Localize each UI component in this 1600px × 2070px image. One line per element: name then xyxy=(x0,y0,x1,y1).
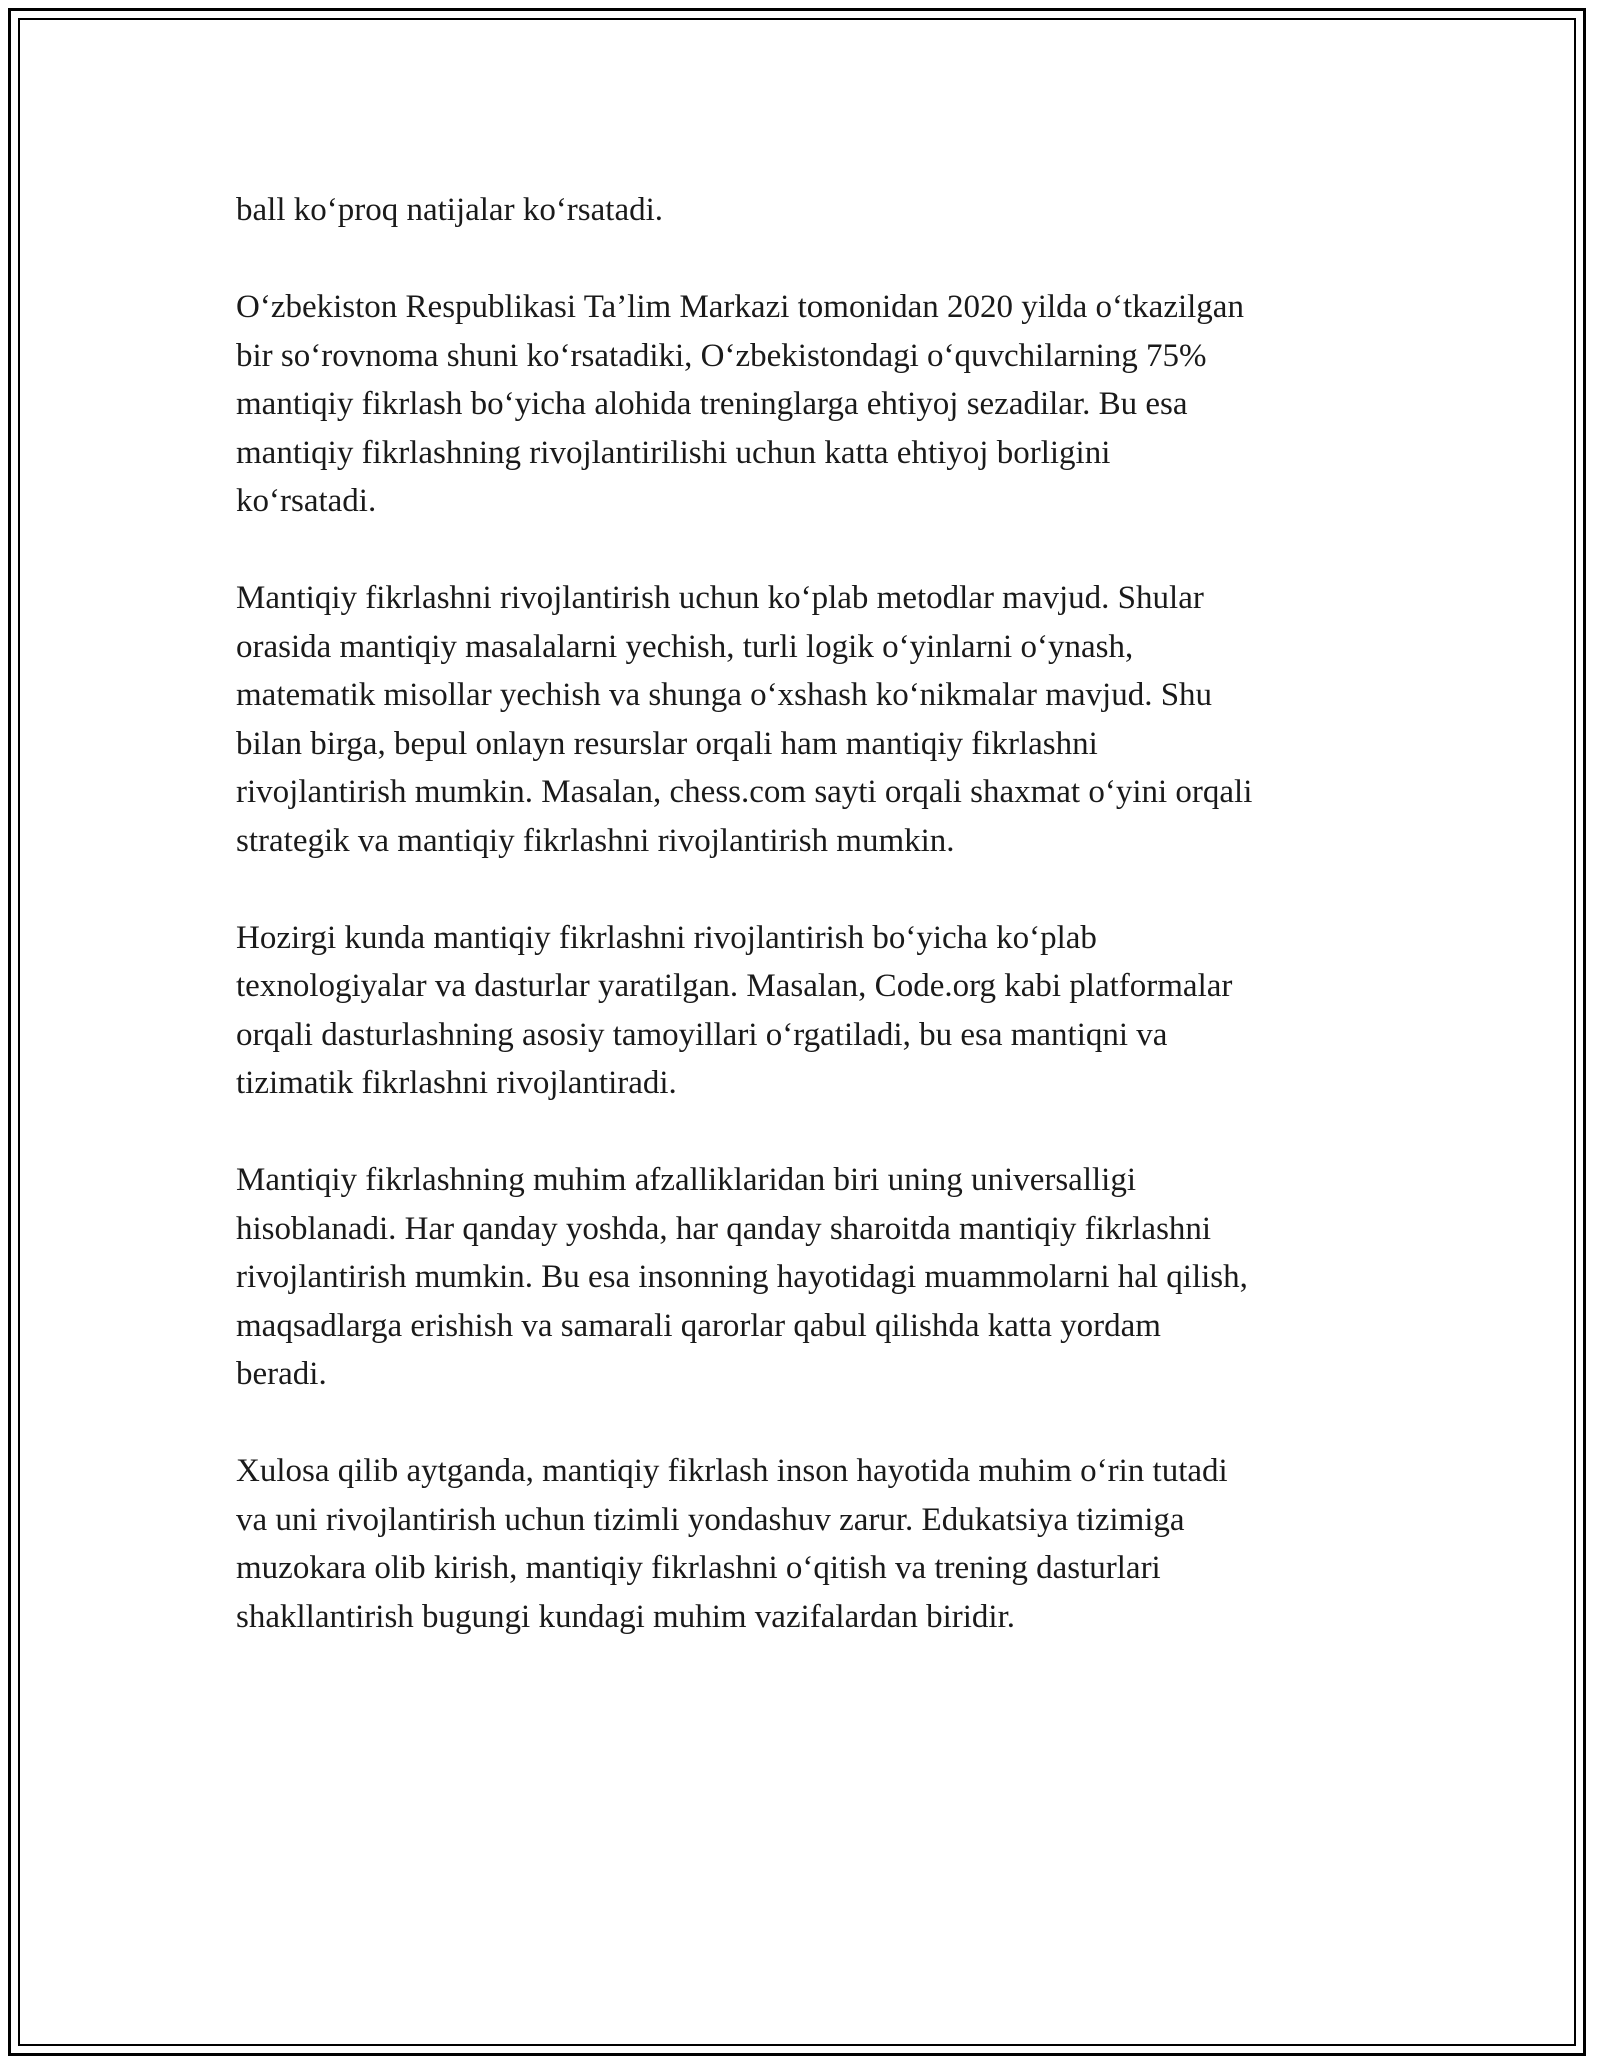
text-line: texnologiyalar va dasturlar yaratilgan. Masalan, Code.org kabi platformalar xyxy=(236,968,1233,1004)
text-line: Hozirgi kunda mantiqiy fikrlashni rivojlantirish bo‘yicha ko‘plab xyxy=(236,919,1097,956)
paragraph-5 xyxy=(236,1156,1376,1399)
text-line: va uni rivojlantirish uchun tizimli yondashuv zarur. Edukatsiya tizimiga xyxy=(236,1501,1185,1538)
text-line: ball ko‘proq natijalar ko‘rsatadi. xyxy=(236,192,664,228)
text-line: orasida mantiqiy masalalarni yechish, turli logik o‘yinlarni o‘ynash, xyxy=(236,628,1134,665)
text-line: mantiqiy fikrlash bo‘yicha alohida treninglarga ehtiyoj sezadilar. Bu esa xyxy=(236,386,1188,422)
text-line: maqsadlarga erishish va samarali qarorlar qabul qilishda katta yordam xyxy=(236,1307,1161,1344)
text-line: Xulosa qilib aytganda, mantiqiy fikrlash inson hayotida muhim o‘rin tutadi xyxy=(236,1453,1228,1489)
paragraph-4 xyxy=(236,914,1376,1108)
text-line: O‘zbekiston Respublikasi Ta’lim Markazi tomonidan 2020 yilda o‘tkazilgan xyxy=(236,289,1244,325)
text-line: shakllantirish bugungi kundagi muhim vazifalardan biridir. xyxy=(236,1598,1016,1635)
paragraph-2 xyxy=(236,283,1376,526)
paragraph-1 xyxy=(236,186,1376,235)
text-line: bilan birga, bepul onlayn resurslar orqali ham mantiqiy fikrlashni xyxy=(236,725,1098,762)
text-line: mantiqiy fikrlashning rivojlantirilishi uchun katta ehtiyoj borligini xyxy=(236,434,1111,471)
text-line: Mantiqiy fikrlashning muhim afzalliklaridan biri uning universalligi xyxy=(236,1162,1136,1198)
text-line: matematik misollar yechish va shunga o‘xshash ko‘nikmalar mavjud. Shu xyxy=(236,677,1213,713)
text-line: Mantiqiy fikrlashni rivojlantirish uchun ko‘plab metodlar mavjud. Shular xyxy=(236,580,1204,616)
paragraph-3 xyxy=(236,574,1376,865)
text-line: strategik va mantiqiy fikrlashni rivojlantirish mumkin. xyxy=(236,822,955,859)
document-body xyxy=(236,186,1376,1690)
text-line: muzokara olib kirish, mantiqiy fikrlashni o‘qitish va trening dasturlari xyxy=(236,1550,1161,1586)
text-line: ko‘rsatadi. xyxy=(236,483,377,519)
text-line: rivojlantirish mumkin. Masalan, chess.com sayti orqali shaxmat o‘yini orqali xyxy=(236,774,1253,810)
text-line: bir so‘rovnoma shuni ko‘rsatadiki, O‘zbekistondagi o‘quvchilarning 75% xyxy=(236,337,1207,374)
text-line: tizimatik fikrlashni rivojlantiradi. xyxy=(236,1065,677,1101)
text-line: orqali dasturlashning asosiy tamoyillari o‘rgatiladi, bu esa mantiqni va xyxy=(236,1016,1168,1053)
paragraph-6 xyxy=(236,1447,1376,1641)
text-line: hisoblanadi. Har qanday yoshda, har qanday sharoitda mantiqiy fikrlashni xyxy=(236,1210,1212,1247)
text-line: rivojlantirish mumkin. Bu esa insonning hayotidagi muammolarni hal qilish, xyxy=(236,1259,1248,1295)
text-line: beradi. xyxy=(236,1356,327,1392)
